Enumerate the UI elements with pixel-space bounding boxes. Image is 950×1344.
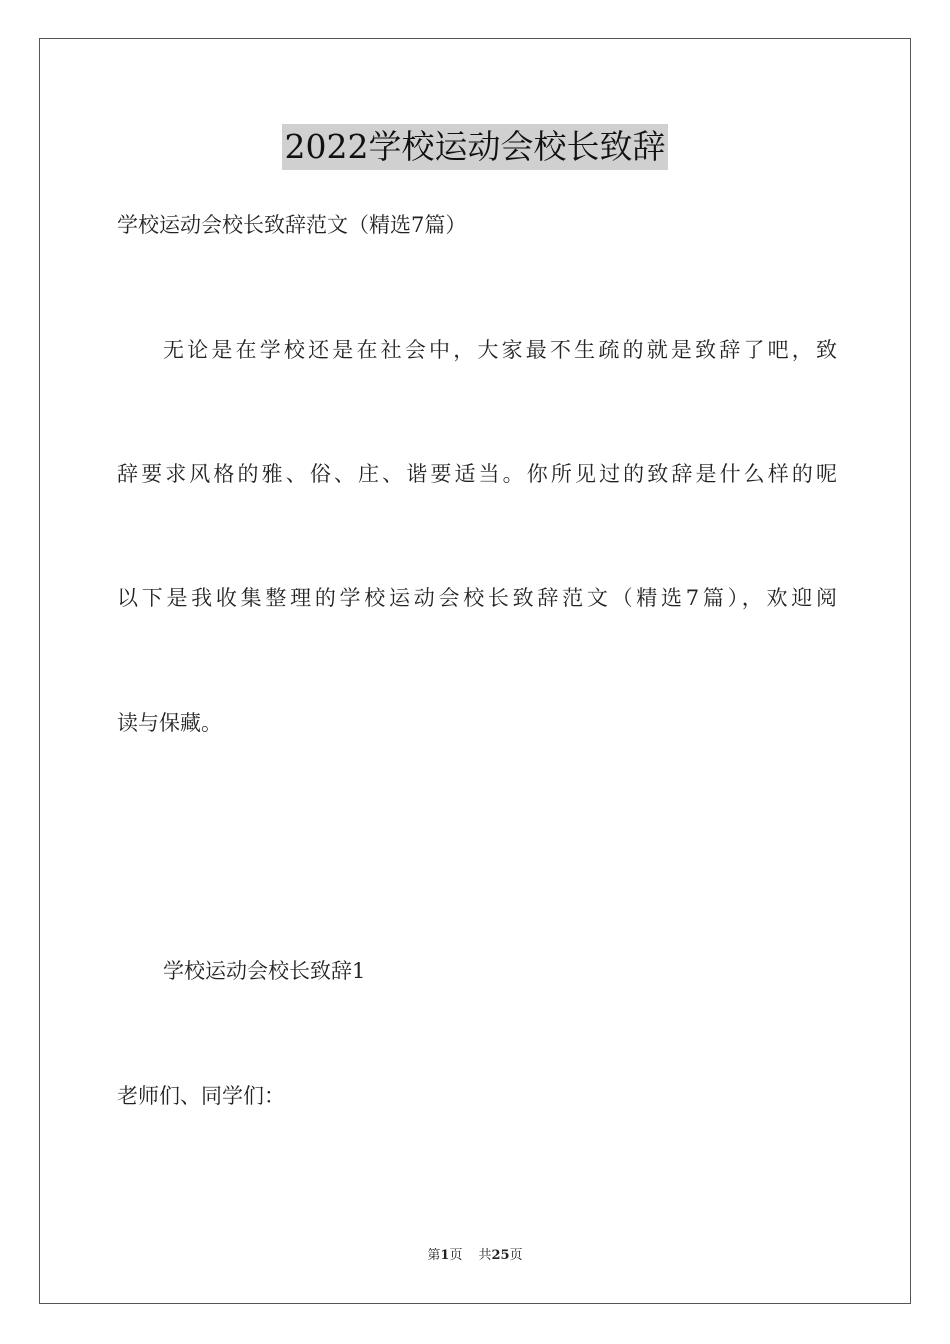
intro-line-4: 读与保藏。 xyxy=(117,711,222,735)
page-footer xyxy=(0,1246,950,1266)
intro-line-2: 辞要求风格的雅、俗、庄、谐要适当。你所见过的致辞是什么样的呢 xyxy=(117,462,837,486)
page-prefix: 第 xyxy=(427,1248,441,1263)
title-container xyxy=(0,124,950,170)
page-number: 1 xyxy=(440,1248,450,1263)
total-suffix: 页 xyxy=(509,1248,523,1263)
total-pages: 25 xyxy=(491,1248,510,1263)
page-suffix: 页 xyxy=(449,1248,463,1263)
intro-line-3: 以下是我收集整理的学校运动会校长致辞范文（精选7篇），欢迎阅 xyxy=(117,586,837,610)
total-prefix: 共 xyxy=(478,1248,492,1263)
document-subtitle: 学校运动会校长致辞范文（精选7篇） xyxy=(117,213,467,237)
document-title: 2022学校运动会校长致辞 xyxy=(282,124,669,170)
section-heading: 学校运动会校长致辞1 xyxy=(163,959,366,983)
salutation: 老师们、同学们： xyxy=(117,1084,285,1108)
intro-line-1: 无论是在学校还是在社会中，大家最不生疏的就是致辞了吧，致 xyxy=(163,338,837,362)
